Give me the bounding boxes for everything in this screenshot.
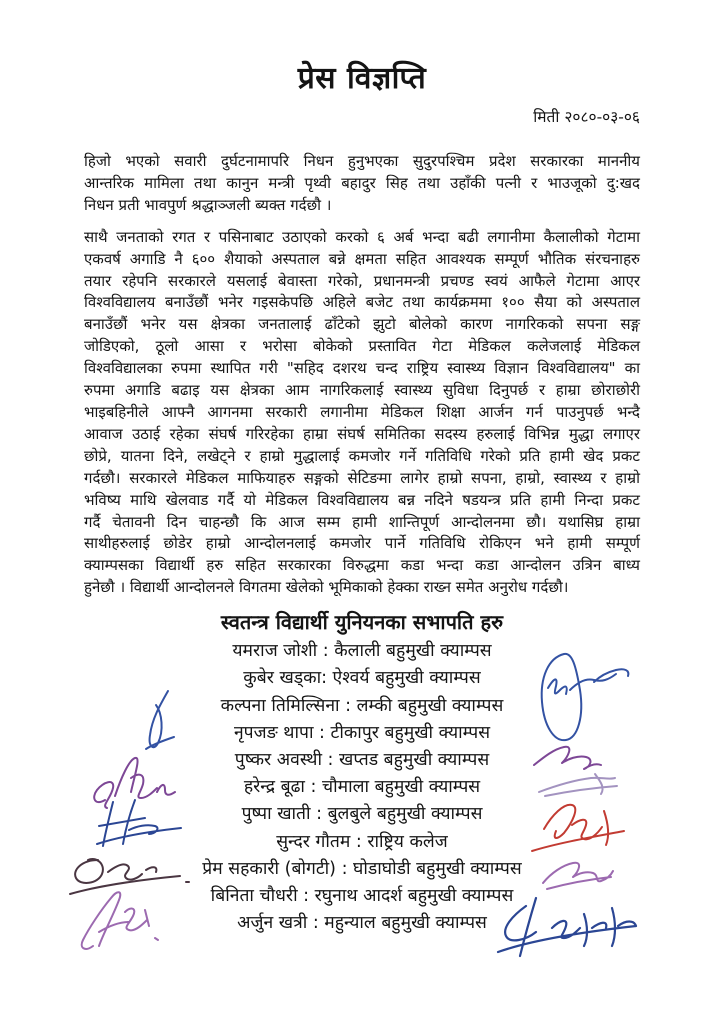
- paragraph-line: भाइबहिनीले आफ्नै आगनमा सरकारी लगानीमा मेडिकल शिक्षा आर्जन गर्न पाउनुपर्छ भन्दै: [84, 402, 640, 421]
- signer-line: अर्जुन खत्री : महुन्याल बहुमुखी क्याम्पस: [237, 913, 487, 934]
- signer-line: प्रेम सहकारी (बोगटी) : घोडाघोडी बहुमुखी क्याम्पस: [202, 858, 522, 879]
- paragraph-2: [84, 227, 640, 599]
- paragraph-line: साथीहरुलाई छोडेर हाम्रो आन्दोलनलाई कमजोर पार्ने गतिविधि रोकिएन भने हामी सम्पूर्ण: [84, 534, 640, 553]
- paragraph-line: विश्वविद्यालय बनाउँछौं भनेर गइसकेपछि अहिले बजेट तथा कार्यक्रममा १०० सैया को अस्पताल: [84, 293, 640, 312]
- paragraph-line: गर्दै चेतावनी दिन चाहन्छौ कि आज सम्म हामी शान्तिपूर्ण आन्दोलनमा छौ। यथासिघ्र हाम्रा: [84, 512, 640, 531]
- paragraph-line: आवाज उठाई रहेका संघर्ष गरिरहेका हाम्रा संघर्ष समितिका सदस्य हरुलाई विभिन्न मुद्धा लगाएर: [84, 424, 640, 443]
- paragraph-1: [84, 151, 640, 217]
- paragraph-line: एकवर्ष अगाडि नै ६०० शैयाको अस्पताल बन्ने क्षमता सहित आवश्यक सम्पूर्ण भौतिक संरचनाहरु: [84, 249, 640, 268]
- paragraph-line: हुनेछौ । विद्यार्थी आन्दोलनले विगतमा खेलेको भूमिकाको हेक्का राख्न समेत अनुरोध गर्दछौ।: [84, 578, 569, 597]
- signers-heading: स्वतन्त्र विद्यार्थी युनियनका सभापति हरु: [220, 610, 504, 635]
- date-line: मिती २०८०-०३-०६: [533, 108, 640, 126]
- paragraph-line: क्याम्पसका विद्यार्थी हरु सहित सरकारका विरुद्धमा कडा भन्दा कडा आन्दोलन उत्रिन बाध्य: [84, 556, 640, 575]
- signer-line: पुष्पा खाती : बुलबुले बहुमुखी क्याम्पस: [241, 804, 483, 825]
- signer-line: हरेन्द्र बूढा : चौमाला बहुमुखी क्याम्पस: [243, 777, 481, 798]
- paragraph-line: बनाउँछौं भनेर यस क्षेत्रका जनतालाई ढाँटेको झुटो बोलेको कारण नागरिकको सपना सङ्ग: [84, 315, 640, 334]
- paragraph-line: हिजो भएको सवारी दुर्घटनामापरि निधन हुनुभएका सुदुरपश्चिम प्रदेश सरकारका माननीय: [84, 152, 640, 170]
- paragraph-line: साथै जनताको रगत र पसिनाबाट उठाएको करको ६ अर्ब भन्दा बढी लगानीमा कैलालीको गेटामा: [84, 227, 640, 246]
- signer-line: पुष्कर अवस्थी : खप्तड बहुमुखी क्याम्पस: [234, 749, 490, 770]
- signer-line: यमराज जोशी : कैलाली बहुमुखी क्याम्पस: [232, 641, 492, 662]
- page-title: प्रेस विज्ञप्ति: [297, 61, 427, 96]
- paragraph-line: भविष्य माथि खेलवाड गर्दै यो मेडिकल विश्वविद्यालय बन्न नदिने षडयन्त्र प्रति हामी निन्दा प्रकट: [84, 490, 640, 509]
- paragraph-line: तयार रहेपनि सरकारले यसलाई बेवास्ता गरेको, प्रधानमन्त्री प्रचण्ड स्वयं आफैले गेटामा आएर: [84, 271, 640, 290]
- signer-line: बिनिता चौधरी : रघुनाथ आदर्श बहुमुखी क्याम्पस: [210, 885, 514, 906]
- paragraph-line: निधन प्रती भावपुर्ण श्रद्धाञ्जली ब्यक्त गर्दछौ ।: [84, 195, 332, 214]
- signer-line: नृपजङ थापा : टीकापुर बहुमुखी क्याम्पस: [233, 722, 491, 743]
- paragraph-line: आन्तरिक मामिला तथा कानुन मन्त्री पृथ्वी बहादुर सिह तथा उहाँकी पत्नी र भाउजूको दु:खद: [84, 173, 640, 192]
- paragraph-line: विश्वविद्यालका रुपमा स्थापित गरी "सहिद दशरथ चन्द राष्ट्रिय स्वास्थ्य विज्ञान विश्वविद्यालय" का: [84, 359, 640, 378]
- signers-list: [84, 638, 640, 937]
- signer-line: सुन्दर गौतम : राष्ट्रिय कलेज: [276, 831, 448, 852]
- paragraph-line: गर्दछौ। सरकारले मेडिकल माफियाहरु सङ्गको सेटिङमा लागेर हाम्रो सपना, हाम्रो, स्वास्थ्य र हाम्रो: [84, 468, 640, 487]
- signer-line: कल्पना तिमिल्सिना : लम्की बहुमुखी क्याम्पस: [220, 695, 504, 716]
- signer-line: कुबेर खड्का: ऐश्वर्य बहुमुखी क्याम्पस: [243, 668, 481, 689]
- paragraph-line: रुपमा अगाडि बढाइ यस क्षेत्रका आम नागरिकलाई स्वास्थ्य सुविधा दिनुपर्छ र हाम्रा छोराछोरी: [84, 381, 640, 400]
- paragraph-line: छोप्रे, यातना दिने, लखेट्ने र हाम्रो मुद्धालाई कमजोर गर्ने गतिविधि गरेको प्रति हामी खेद प्रकट: [84, 446, 640, 465]
- paragraph-line: जोडिएको, ठूलो आसा र भरोसा बोकेको प्रस्तावित गेटा मेडिकल कलेजलाई मेडिकल: [84, 337, 640, 356]
